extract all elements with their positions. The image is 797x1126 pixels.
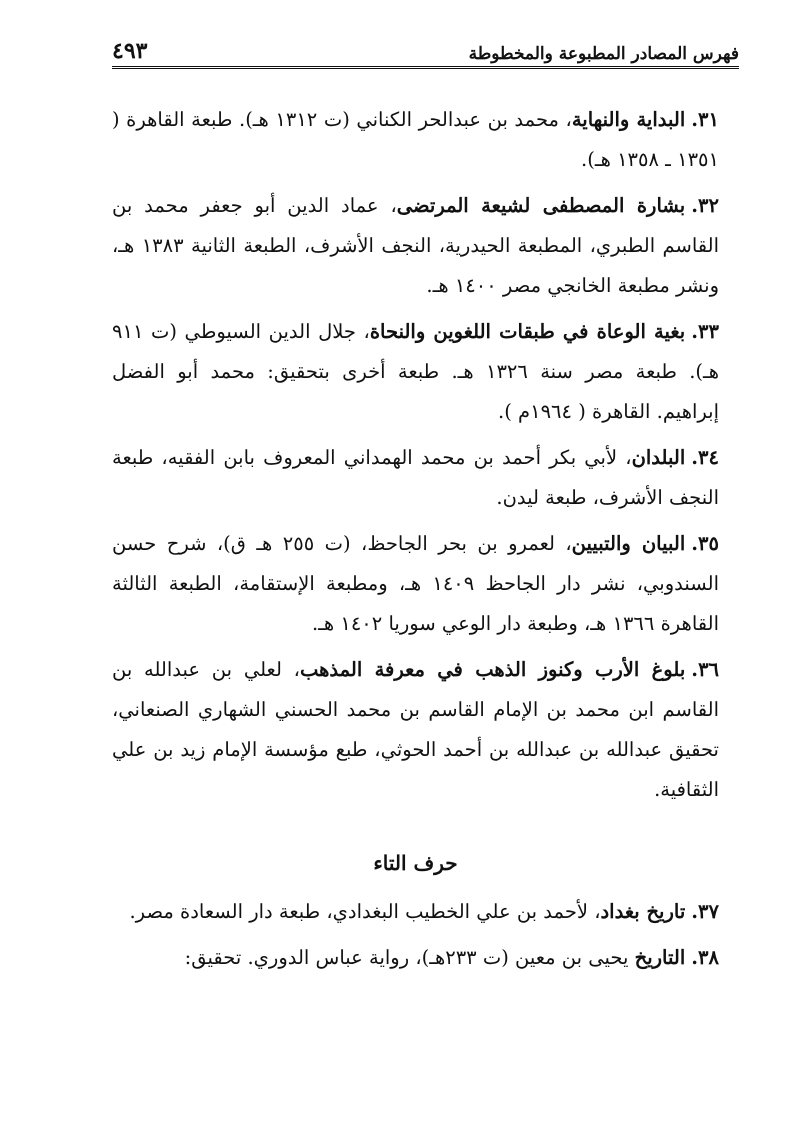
entry-number: ٣٢. bbox=[691, 194, 719, 217]
entry-title: تاريخ بغداد bbox=[600, 900, 686, 923]
entry-title: بلوغ الأرب وكنوز الذهب في معرفة المذهب bbox=[299, 658, 686, 681]
bibliography-entry bbox=[112, 312, 719, 432]
entry-number: ٣٥. bbox=[691, 532, 719, 555]
page-number: ٤٩٣ bbox=[112, 38, 148, 64]
bibliography-entry bbox=[112, 938, 719, 978]
entry-number: ٣٤. bbox=[691, 446, 719, 469]
running-header bbox=[112, 30, 739, 69]
entry-text: ، لعمرو بن بحر الجاحظ، (ت ٢٥٥ هـ ق)، شرح حسن السندوبي، نشر دار الجاحظ ١٤٠٩ هـ، ومطبعة الإستقامة، الطبعة الثالثة القاهرة ١٣٦٦ هـ، وطبعة دار الوعي سوريا ١٤٠٢ هـ. bbox=[112, 532, 719, 635]
entry-title: التاريخ bbox=[634, 946, 686, 969]
entry-text: ، لأبي بكر أحمد بن محمد الهمداني المعروف بابن الفقيه، طبعة النجف الأشرف، طبعة ليدن. bbox=[112, 446, 719, 509]
entry-text: ، لأحمد بن علي الخطيب البغدادي، طبعة دار السعادة مصر. bbox=[129, 900, 601, 923]
entry-text: يحيى بن معين (ت ٢٣٣هـ)، رواية عباس الدوري. تحقيق: bbox=[184, 946, 635, 969]
bibliography-entry bbox=[112, 650, 719, 810]
section-heading: حرف التاء bbox=[373, 851, 458, 875]
entry-title: البيان والتبيين bbox=[571, 532, 686, 555]
bibliography-entry bbox=[112, 524, 719, 644]
bibliography-list bbox=[112, 100, 719, 984]
entry-title: بغية الوعاة في طبقات اللغوين والنحاة bbox=[369, 320, 686, 343]
bibliography-entry bbox=[112, 892, 719, 932]
entry-text: ، لعلي بن عبدالله بن القاسم ابن محمد بن الإمام القاسم بن محمد الحسني الشهاري الصنعاني، تحقيق عبدالله بن عبدالله بن أحمد الحوثي، طبع مؤسسة الإمام زيد بن علي الثقافية. bbox=[112, 658, 719, 801]
bibliography-entry bbox=[112, 100, 719, 180]
entry-title: بشارة المصطفى لشيعة المرتضى bbox=[396, 194, 686, 217]
bibliography-entry bbox=[112, 438, 719, 518]
entry-text: ، عماد الدين أبو جعفر محمد بن القاسم الطبري، المطبعة الحيدرية، النجف الأشرف، الطبعة الثانية ١٣٨٣ هـ، ونشر مطبعة الخانجي مصر ١٤٠٠ هـ. bbox=[112, 194, 719, 297]
entry-text: ، جلال الدين السيوطي (ت ٩١١ هـ). طبعة مصر سنة ١٣٢٦ هـ. طبعة أخرى بتحقيق: محمد أبو الفضل إبراهيم. القاهرة ( ١٩٦٤م ). bbox=[112, 320, 719, 423]
entry-title: البداية والنهاية bbox=[571, 108, 686, 131]
entry-text: ، محمد بن عبدالحر الكناني (ت ١٣١٢ هـ). طبعة القاهرة ( ١٣٥١ ـ ١٣٥٨ هـ). bbox=[112, 108, 719, 171]
entry-number: ٣٦. bbox=[691, 658, 720, 681]
bibliography-entry bbox=[112, 186, 719, 306]
running-title: فهرس المصادر المطبوعة والمخطوطة bbox=[468, 44, 739, 64]
entry-number: ٣١. bbox=[691, 108, 719, 131]
entry-number: ٣٨. bbox=[691, 946, 719, 969]
entry-title: البلدان bbox=[631, 446, 686, 469]
entry-number: ٣٧. bbox=[691, 900, 719, 923]
entry-number: ٣٣. bbox=[691, 320, 719, 343]
